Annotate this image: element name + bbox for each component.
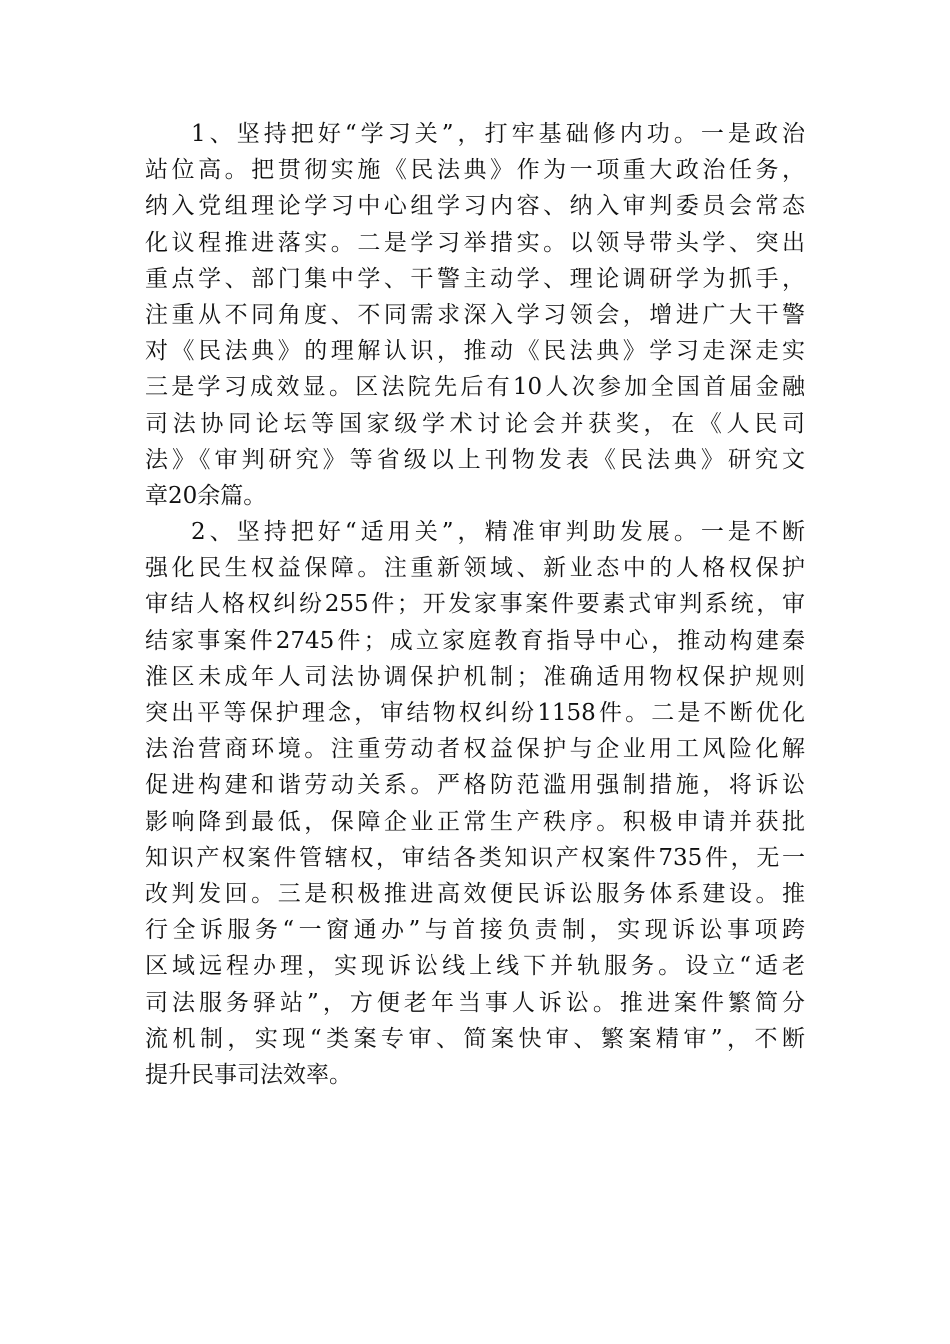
paragraph-line: 对《民法典》的理解认识，推动《民法典》学习走深走实 — [145, 338, 805, 365]
paragraph-line: 1、坚持把好“学习关”，打牢基础修内功。一是政治 — [191, 121, 805, 147]
paragraph-line: 提升民事司法效率。 — [145, 1061, 352, 1088]
paragraph-line: 司法协同论坛等国家级学术讨论会并获奖，在《人民司 — [145, 410, 805, 437]
paragraph-line: 章20余篇。 — [145, 482, 267, 509]
paragraph-1 — [145, 116, 805, 514]
paragraph-line: 结家事案件2745件；成立家庭教育指导中心，推动构建秦 — [145, 627, 805, 654]
paragraph-line: 法》《审判研究》等省级以上刊物发表《民法典》研究文 — [145, 446, 805, 473]
paragraph-line: 突出平等保护理念，审结物权纠纷1158件。二是不断优化 — [145, 700, 805, 726]
paragraph-line: 2、坚持把好“适用关”，精准审判助发展。一是不断 — [191, 519, 805, 546]
paragraph-line: 纳入党组理论学习中心组学习内容、纳入审判委员会常态 — [145, 193, 805, 220]
paragraph-line: 知识产权案件管辖权，审结各类知识产权案件735件，无一 — [145, 844, 805, 871]
paragraph-line: 注重从不同角度、不同需求深入学习领会，增进广大干警 — [145, 301, 805, 328]
paragraph-line: 站位高。把贯彻实施《民法典》作为一项重大政治任务， — [145, 157, 805, 184]
paragraph-line: 法治营商环境。注重劳动者权益保护与企业用工风险化解 — [145, 736, 805, 763]
paragraph-line: 淮区未成年人司法协调保护机制；准确适用物权保护规则 — [145, 663, 805, 690]
paragraph-line: 改判发回。三是积极推进高效便民诉讼服务体系建设。推 — [145, 880, 805, 907]
paragraph-2 — [145, 514, 805, 1093]
paragraph-line: 三是学习成效显。区法院先后有10人次参加全国首届金融 — [145, 374, 805, 401]
paragraph-line: 司法服务驿站”，方便老年当事人诉讼。推进案件繁简分 — [145, 989, 805, 1016]
paragraph-line: 促进构建和谐劳动关系。严格防范滥用强制措施，将诉讼 — [145, 772, 805, 799]
document-body — [145, 116, 805, 1093]
paragraph-line: 行全诉服务“一窗通办”与首接负责制，实现诉讼事项跨 — [145, 917, 805, 944]
paragraph-line: 影响降到最低，保障企业正常生产秩序。积极申请并获批 — [145, 808, 805, 835]
paragraph-line: 流机制，实现“类案专审、简案快审、繁案精审”，不断 — [145, 1025, 805, 1052]
paragraph-line: 强化民生权益保障。注重新领域、新业态中的人格权保护 — [145, 555, 805, 582]
paragraph-line: 审结人格权纠纷255件；开发家事案件要素式审判系统，审 — [145, 591, 805, 618]
paragraph-line: 化议程推进落实。二是学习举措实。以领导带头学、突出 — [145, 229, 805, 256]
paragraph-line: 区域远程办理，实现诉讼线上线下并轨服务。设立“适老 — [145, 953, 805, 980]
paragraph-line: 重点学、部门集中学、干警主动学、理论调研学为抓手， — [145, 265, 805, 292]
